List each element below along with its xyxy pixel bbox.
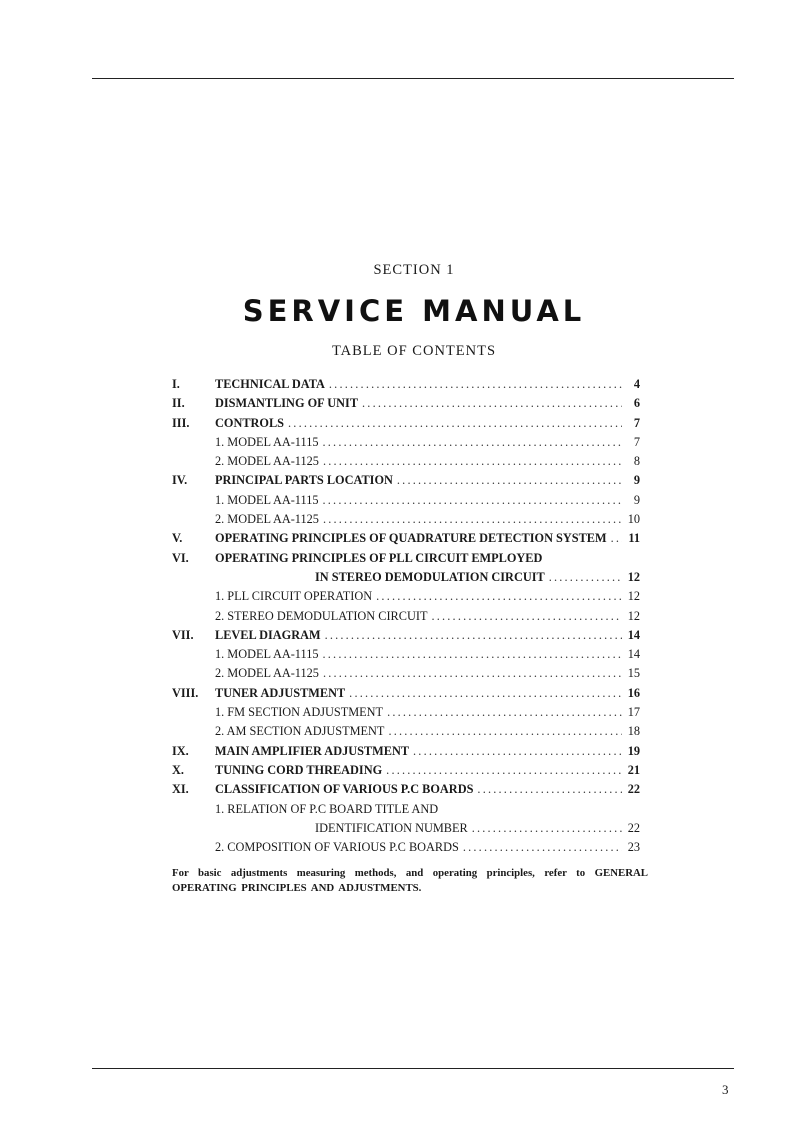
footer-note: For basic adjustments measuring methods, and operating principles, refer to GENERAL OPERATING PRINCIPLES AND ADJUSTMENTS. — [172, 867, 648, 894]
toc-entry-title: LEVEL DIAGRAM — [215, 627, 321, 642]
toc-entry — [172, 568, 640, 587]
toc-entry-page: 17 — [627, 705, 640, 720]
toc-entry — [172, 703, 640, 722]
toc-entry-page: 14 — [627, 647, 640, 662]
dot-leader — [413, 742, 622, 761]
toc-entry-title: 2. AM SECTION ADJUSTMENT — [215, 724, 385, 739]
toc-entry-page: 22 — [627, 820, 640, 835]
toc-entry-page: 7 — [633, 415, 640, 430]
toc-entry-number: VII. — [172, 627, 194, 642]
toc-entry-number: V. — [172, 531, 183, 546]
toc-entry — [172, 491, 640, 510]
dot-leader — [388, 722, 622, 741]
toc-entry-number: XI. — [172, 782, 189, 797]
toc-entry — [172, 414, 640, 433]
dot-leader — [386, 761, 622, 780]
toc-entry-title: 1. MODEL AA-1115 — [215, 434, 319, 449]
toc-entry-title: 1. FM SECTION ADJUSTMENT — [215, 705, 384, 720]
dot-leader — [431, 607, 622, 626]
toc-entry — [172, 684, 640, 703]
dot-leader — [349, 684, 622, 703]
dot-leader — [362, 394, 622, 413]
toc-entry-title: 1. MODEL AA-1115 — [215, 492, 319, 507]
toc-entry — [172, 780, 640, 799]
manual-title: SERVICE MANUAL — [242, 294, 586, 328]
table-of-contents — [172, 375, 640, 857]
toc-entry-page: 12 — [627, 608, 640, 623]
toc-entry-title: 2. MODEL AA-1125 — [215, 454, 319, 469]
dot-leader — [323, 645, 623, 664]
dot-leader — [376, 587, 622, 606]
toc-entry-page: 12 — [627, 569, 640, 584]
toc-entry — [172, 549, 640, 568]
toc-entry — [172, 375, 640, 394]
dot-leader — [472, 819, 622, 838]
toc-entry-page: 21 — [627, 762, 640, 777]
dot-leader — [397, 471, 622, 490]
toc-entry — [172, 510, 640, 529]
toc-entry-title: 1. MODEL AA-1115 — [215, 647, 319, 662]
toc-entry-page: 7 — [633, 434, 640, 449]
dot-leader — [477, 780, 622, 799]
toc-entry-number: II. — [172, 396, 185, 411]
toc-entry — [172, 664, 640, 683]
toc-entry — [172, 645, 640, 664]
section-label: SECTION 1 — [373, 262, 455, 278]
toc-entry-title: 2. MODEL AA-1125 — [215, 512, 319, 527]
toc-entry-title: TUNING CORD THREADING — [215, 762, 383, 777]
toc-entry-number: IV. — [172, 473, 188, 488]
toc-entry-title: 1. RELATION OF P.C BOARD TITLE AND — [215, 801, 439, 816]
toc-entry-title: OPERATING PRINCIPLES OF PLL CIRCUIT EMPLOYED — [215, 550, 543, 565]
toc-entry-page: 6 — [633, 396, 640, 411]
toc-entry-number: VI. — [172, 550, 189, 565]
toc-entry-page: 8 — [633, 454, 640, 469]
toc-heading: TABLE OF CONTENTS — [331, 343, 497, 359]
toc-entry-page: 22 — [627, 782, 640, 797]
dot-leader — [463, 838, 622, 857]
dot-leader — [323, 433, 623, 452]
toc-entry — [172, 394, 640, 413]
page-number: 3 — [722, 1082, 729, 1097]
toc-entry — [172, 471, 640, 490]
bottom-rule — [92, 1068, 734, 1069]
toc-entry — [172, 761, 640, 780]
dot-leader — [611, 529, 622, 548]
toc-entry — [172, 819, 640, 838]
dot-leader — [549, 568, 622, 587]
dot-leader — [288, 414, 622, 433]
toc-entry-title: DISMANTLING OF UNIT — [215, 396, 359, 411]
toc-entry-title: 1. PLL CIRCUIT OPERATION — [215, 589, 373, 604]
toc-entry-title: IDENTIFICATION NUMBER — [315, 820, 468, 835]
toc-entry-title: 2. MODEL AA-1125 — [215, 666, 319, 681]
toc-entry — [172, 587, 640, 606]
toc-entry-title: PRINCIPAL PARTS LOCATION — [215, 473, 393, 488]
toc-entry-number: III. — [172, 415, 190, 430]
dot-leader — [323, 510, 622, 529]
toc-entry-number: IX. — [172, 743, 189, 758]
dot-leader — [387, 703, 622, 722]
toc-entry — [172, 800, 640, 819]
toc-entry-page: 16 — [627, 685, 640, 700]
toc-entry-page: 18 — [627, 724, 640, 739]
toc-entry — [172, 529, 640, 548]
toc-entry-title: OPERATING PRINCIPLES OF QUADRATURE DETECTION SYSTEM — [215, 531, 607, 546]
toc-entry — [172, 452, 640, 471]
toc-entry-page: 9 — [633, 473, 640, 488]
toc-entry-title: TECHNICAL DATA — [215, 377, 325, 391]
toc-entry-title: MAIN AMPLIFIER ADJUSTMENT — [215, 743, 410, 758]
toc-entry-page: 19 — [627, 743, 640, 758]
toc-entry-title: 2. COMPOSITION OF VARIOUS P.C BOARDS — [215, 840, 459, 855]
toc-entry — [172, 742, 640, 761]
toc-entry — [172, 433, 640, 452]
toc-entry-title: 2. STEREO DEMODULATION CIRCUIT — [215, 608, 428, 623]
toc-entry — [172, 607, 640, 626]
toc-entry-title: CLASSIFICATION OF VARIOUS P.C BOARDS — [215, 782, 474, 797]
dot-leader — [325, 626, 622, 645]
toc-entry-number: VIII. — [172, 685, 199, 700]
toc-entry-page: 11 — [628, 531, 640, 546]
toc-entry-page: 10 — [627, 512, 640, 527]
toc-entry-title: TUNER ADJUSTMENT — [215, 685, 346, 700]
dot-leader — [323, 664, 622, 683]
toc-entry-page: 23 — [627, 840, 640, 855]
dot-leader — [323, 491, 623, 510]
toc-entry-page: 4 — [633, 377, 640, 391]
toc-entry-page: 15 — [627, 666, 640, 681]
toc-entry — [172, 838, 640, 857]
toc-entry-number: I. — [172, 377, 180, 391]
toc-entry-page: 9 — [633, 492, 640, 507]
dot-leader — [329, 375, 622, 394]
toc-entry-number: X. — [172, 762, 184, 777]
top-rule — [92, 78, 734, 79]
toc-entry-title: CONTROLS — [215, 415, 285, 430]
toc-entry — [172, 722, 640, 741]
toc-entry-page: 12 — [627, 589, 640, 604]
toc-entry-title: IN STEREO DEMODULATION CIRCUIT — [315, 569, 545, 584]
toc-entry-page: 14 — [627, 627, 640, 642]
toc-entry — [172, 626, 640, 645]
dot-leader — [323, 452, 622, 471]
